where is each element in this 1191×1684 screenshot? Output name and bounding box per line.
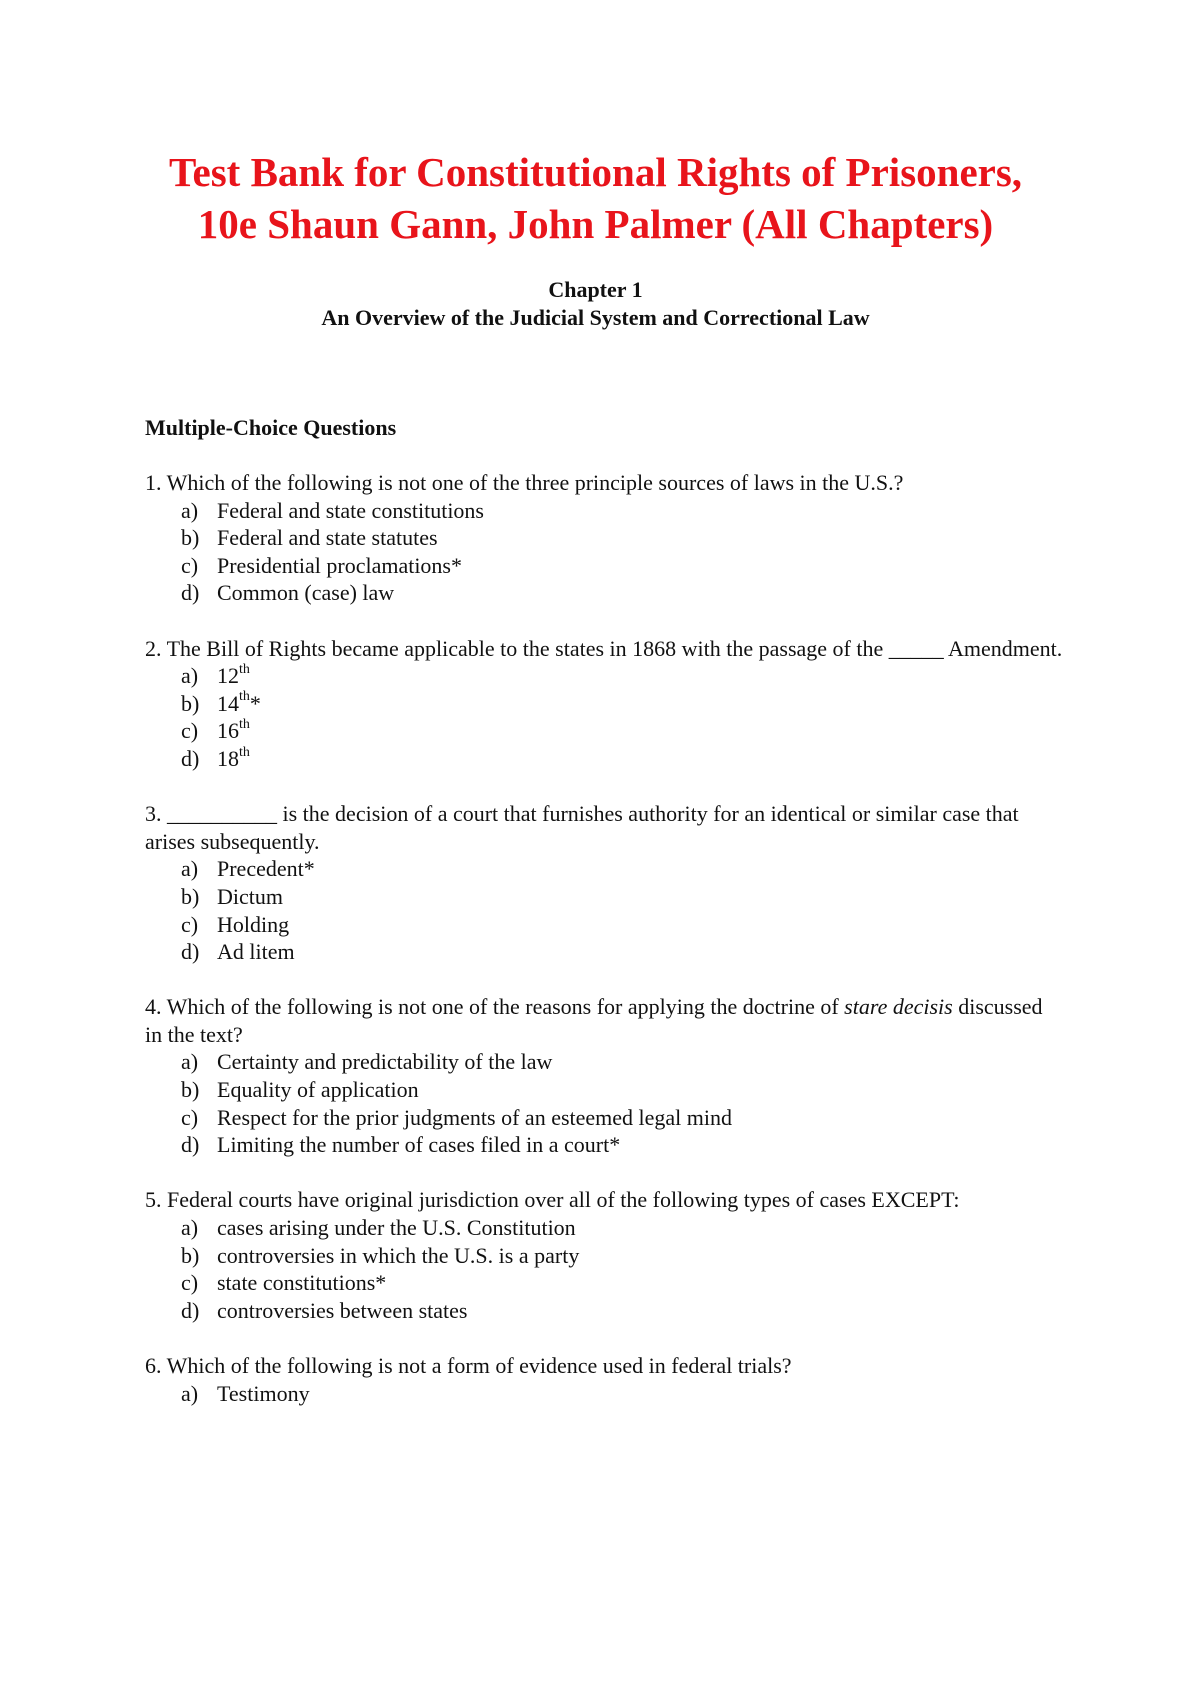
title-line-2: 10e Shaun Gann, John Palmer (All Chapters) — [197, 201, 994, 247]
option-a — [181, 855, 1065, 883]
option-text: state constitutions* — [217, 1270, 387, 1296]
ordinal-suffix: th — [239, 744, 250, 760]
option-b — [181, 1242, 1065, 1270]
option-letter: d) — [181, 1297, 200, 1323]
question-1 — [145, 469, 1065, 607]
option-text: 16 — [217, 718, 239, 744]
document-title — [0, 146, 1191, 250]
option-b — [181, 690, 1065, 718]
option-text: Presidential proclamations* — [217, 552, 462, 578]
option-letter: a) — [181, 1049, 199, 1075]
option-b — [181, 524, 1065, 552]
question-2 — [145, 635, 1065, 773]
chapter-header — [0, 276, 1191, 332]
option-text: Federal and state constitutions — [217, 497, 484, 523]
ordinal-suffix: th — [239, 661, 250, 677]
option-text: Precedent* — [217, 856, 315, 882]
option-a — [181, 1048, 1065, 1076]
option-text: Certainty and predictability of the law — [217, 1049, 553, 1075]
option-c — [181, 717, 1065, 745]
option-letter: a) — [181, 1380, 199, 1406]
option-list — [145, 1214, 1065, 1324]
option-letter: d) — [181, 745, 200, 771]
title-line-1: Test Bank for Constitutional Rights of Prisoners, — [168, 149, 1023, 195]
option-letter: b) — [181, 690, 200, 716]
option-text: 14 — [217, 690, 239, 716]
option-b — [181, 883, 1065, 911]
section-heading: Multiple-Choice Questions — [145, 415, 397, 440]
option-c — [181, 552, 1065, 580]
option-letter: c) — [181, 1270, 199, 1296]
option-text: 18 — [217, 745, 239, 771]
stem-text: 4. Which of the following is not one of the reasons for applying the doctrine of — [145, 994, 845, 1020]
option-c — [181, 1269, 1065, 1297]
question-5 — [145, 1186, 1065, 1324]
option-text: Dictum — [217, 883, 283, 909]
option-text: Testimony — [217, 1380, 310, 1406]
option-letter: a) — [181, 1215, 199, 1241]
option-letter: b) — [181, 1242, 200, 1268]
option-text: Holding — [217, 911, 290, 937]
question-stem: 1. Which of the following is not one of the three principle sources of laws in the U.S.? — [145, 470, 904, 495]
option-letter: d) — [181, 580, 200, 606]
option-list — [145, 1048, 1065, 1158]
option-list — [145, 497, 1065, 607]
option-text: controversies in which the U.S. is a party — [217, 1242, 580, 1268]
option-a — [181, 497, 1065, 525]
option-list — [145, 662, 1065, 772]
option-letter: d) — [181, 939, 200, 965]
option-letter: a) — [181, 663, 199, 689]
chapter-number: Chapter 1 — [548, 277, 643, 302]
stem-italic-term: stare decisis — [844, 994, 953, 1020]
option-d — [181, 579, 1065, 607]
option-text: Ad litem — [217, 939, 295, 965]
option-letter: c) — [181, 1104, 199, 1130]
option-text: Respect for the prior judgments of an esteemed legal mind — [217, 1104, 733, 1130]
option-list — [145, 1380, 1065, 1408]
question-6 — [145, 1352, 1065, 1407]
option-text: Common (case) law — [217, 580, 395, 606]
answer-marker: * — [249, 690, 261, 716]
chapter-subtitle: An Overview of the Judicial System and Correctional Law — [321, 305, 870, 330]
option-letter: c) — [181, 718, 199, 744]
option-letter: d) — [181, 1132, 200, 1158]
ordinal-suffix: th — [239, 717, 250, 733]
option-text: Limiting the number of cases filed in a court* — [217, 1132, 621, 1158]
question-stem: 5. Federal courts have original jurisdiction over all of the following types of cases EXCEPT: — [145, 1187, 960, 1213]
option-letter: a) — [181, 856, 199, 882]
question-stem — [145, 993, 1065, 1048]
option-list — [145, 855, 1065, 965]
question-4 — [145, 993, 1065, 1159]
option-letter: b) — [181, 883, 200, 909]
option-b — [181, 1076, 1065, 1104]
option-letter: b) — [181, 525, 200, 551]
option-d — [181, 1131, 1065, 1159]
option-c — [181, 911, 1065, 939]
question-stem: 6. Which of the following is not a form of evidence used in federal trials? — [145, 1353, 792, 1378]
option-a — [181, 1380, 1065, 1408]
option-d — [181, 745, 1065, 773]
option-text: 12 — [217, 663, 239, 689]
option-letter: c) — [181, 911, 199, 937]
option-a — [181, 662, 1065, 690]
question-list — [145, 469, 1065, 1435]
option-letter: c) — [181, 552, 199, 578]
option-text: cases arising under the U.S. Constitution — [217, 1215, 576, 1241]
option-d — [181, 1297, 1065, 1325]
option-c — [181, 1104, 1065, 1132]
question-stem: 3. __________ is the decision of a court that furnishes authority for an identical or similar case that arises subsequently. — [145, 801, 1025, 854]
option-a — [181, 1214, 1065, 1242]
option-text: Equality of application — [217, 1077, 419, 1103]
question-stem: 2. The Bill of Rights became applicable to the states in 1868 with the passage of the _____ Amendment. — [145, 635, 1063, 661]
option-letter: a) — [181, 497, 199, 523]
option-text: controversies between states — [217, 1297, 468, 1323]
ordinal-suffix: th — [239, 689, 250, 705]
option-d — [181, 938, 1065, 966]
question-3 — [145, 800, 1065, 966]
option-text: Federal and state statutes — [217, 525, 438, 551]
stem-text: discussed in the text? — [145, 994, 1049, 1047]
option-letter: b) — [181, 1077, 200, 1103]
